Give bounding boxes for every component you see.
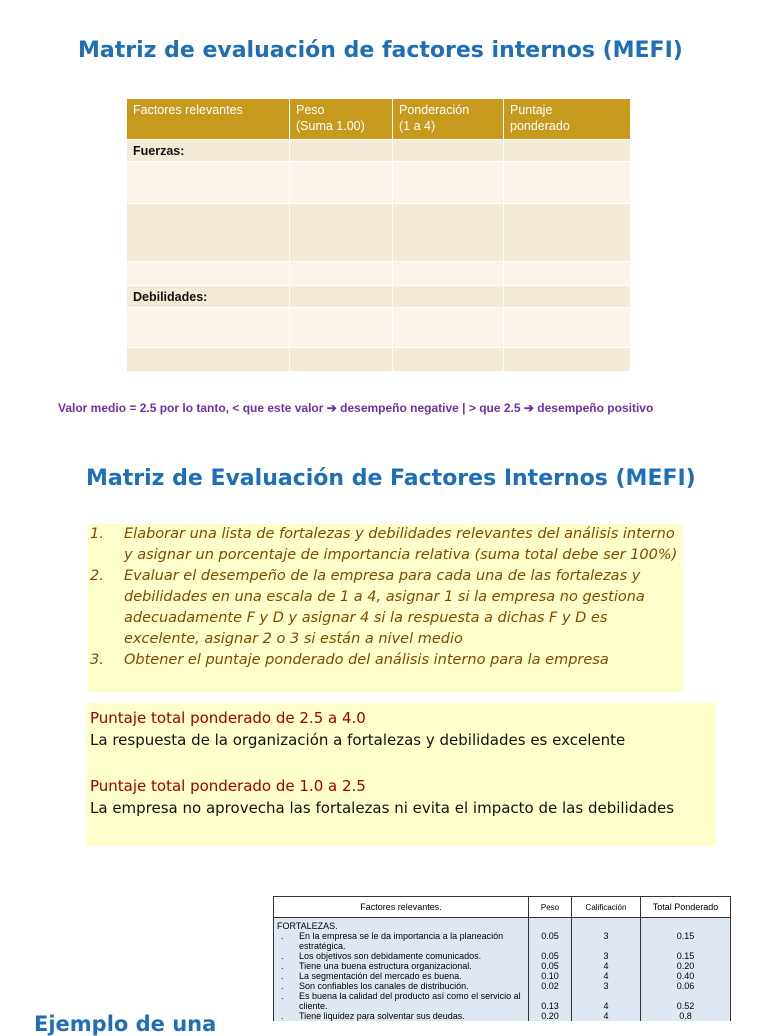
table-cell	[504, 308, 631, 348]
header-factores	[127, 99, 290, 140]
table-cell	[504, 162, 631, 204]
table-cell	[290, 204, 393, 262]
ex-calif: 4	[572, 1011, 641, 1021]
header-peso	[290, 99, 393, 140]
table-row	[127, 308, 631, 348]
header-puntaje-label: Puntaje ponderado	[510, 103, 570, 133]
ex-calif: 4	[572, 971, 641, 981]
table-cell	[274, 951, 529, 961]
table-cell	[504, 348, 631, 372]
ex-section-label: FORTALEZAS.	[274, 918, 529, 932]
ex-factor: . La segmentación del mercado es buena.	[277, 971, 525, 981]
ex-peso: 0.05	[529, 931, 572, 951]
fuerzas-label: Fuerzas:	[127, 140, 290, 162]
table-cell	[127, 204, 290, 262]
valor-medio-note: Valor medio = 2.5 por lo tanto, < que este valor ➔ desempeño negative | > que 2.5 ➔ desempeño positivo	[58, 401, 654, 415]
ex-total: 0.52	[641, 991, 731, 1011]
table-cell	[393, 262, 504, 286]
table-cell	[274, 961, 529, 971]
table-cell	[393, 286, 504, 308]
slide2-title: Matriz de Evaluación de Factores Internos (MEFI)	[86, 466, 696, 491]
slide3-title: Ejemplo de una	[34, 1012, 217, 1036]
table-cell	[529, 918, 572, 932]
score-range-low: Puntaje total ponderado de 1.0 a 2.5	[90, 777, 366, 795]
table-cell	[290, 286, 393, 308]
table-cell	[393, 348, 504, 372]
score-desc-low: La empresa no aprovecha las fortalezas ni evita el impacto de las debilidades	[90, 799, 675, 817]
header-factores-label: Factores relevantes	[133, 103, 243, 117]
table-row	[274, 1011, 731, 1021]
table-cell	[290, 162, 393, 204]
step-text: Obtener el puntaje ponderado del análisis interno para la empresa	[124, 652, 609, 668]
table-cell	[274, 991, 529, 1011]
ex-factor: . Tiene liquidez para solventar sus deudas.	[277, 1011, 525, 1021]
ex-factor: . Es buena la calidad del producto así como el servicio al cliente.	[277, 991, 525, 1011]
slide1-title: Matriz de evaluación de factores internos (MEFI)	[78, 38, 683, 63]
table-cell	[504, 286, 631, 308]
table-row	[127, 162, 631, 204]
step-text: Elaborar una lista de fortalezas y debilidades relevantes del análisis interno y asignar un porcentaje de importancia relativa (suma total debe ser 100%)	[124, 526, 678, 563]
list-item	[88, 566, 683, 650]
table-cell	[274, 1011, 529, 1021]
table-cell	[290, 262, 393, 286]
score-range-high: Puntaje total ponderado de 2.5 a 4.0	[90, 709, 366, 727]
table-header-row	[274, 897, 731, 918]
ex-factor: . Son confiables los canales de distribución.	[277, 981, 525, 991]
table-row	[127, 348, 631, 372]
table-row	[274, 951, 731, 961]
table-row	[274, 991, 731, 1011]
table-cell	[127, 308, 290, 348]
table-cell	[127, 162, 290, 204]
ex-calif: 4	[572, 991, 641, 1011]
ex-total: 0.15	[641, 931, 731, 951]
table-cell	[274, 981, 529, 991]
ex-calif: 3	[572, 931, 641, 951]
table-row	[127, 140, 631, 162]
table-cell	[274, 931, 529, 951]
ex-peso: 0.13	[529, 991, 572, 1011]
table-cell	[393, 162, 504, 204]
ex-total: 0.15	[641, 951, 731, 961]
ex-peso: 0.05	[529, 961, 572, 971]
table-cell	[504, 204, 631, 262]
ex-calif: 3	[572, 981, 641, 991]
debilidades-label: Debilidades:	[127, 286, 290, 308]
ex-header-peso: Peso	[529, 897, 572, 918]
steps-box	[88, 524, 683, 692]
table-cell	[127, 348, 290, 372]
ex-peso: 0.05	[529, 951, 572, 961]
ex-factor: . En la empresa se le da importancia a la planeación estratégica.	[277, 931, 525, 951]
ex-header-factores: Factores relevantes.	[274, 897, 529, 918]
table-cell	[504, 140, 631, 162]
ex-total: 0.20	[641, 961, 731, 971]
ex-calif: 4	[572, 961, 641, 971]
steps-list	[88, 524, 683, 671]
table-row	[274, 961, 731, 971]
list-item	[88, 524, 683, 566]
table-row	[274, 971, 731, 981]
table-row	[127, 286, 631, 308]
example-table	[273, 896, 731, 1021]
table-row	[274, 931, 731, 951]
ex-header-calificacion: Calificación	[572, 897, 641, 918]
ex-peso: 0.02	[529, 981, 572, 991]
ex-peso: 0.10	[529, 971, 572, 981]
ex-factor: . Los objetivos son debidamente comunicados.	[277, 951, 525, 961]
step-number: 2.	[90, 568, 104, 584]
table-cell	[290, 140, 393, 162]
step-number: 1.	[90, 526, 104, 542]
header-peso-label: Peso (Suma 1.00)	[296, 103, 365, 133]
ex-total: 0.06	[641, 981, 731, 991]
header-ponderacion-label: Ponderación (1 a 4)	[399, 103, 470, 133]
table-cell	[393, 140, 504, 162]
step-text: Evaluar el desempeño de la empresa para cada una de las fortalezas y debilidades en una escala de 1 a 4, asignar 1 si la empresa no gestiona adecuadamente F y D y asignar 4 si la respuesta a dichas F y D es excelente, asignar 2 o 3 si están a nivel medio	[124, 568, 645, 647]
table-cell	[393, 308, 504, 348]
score-box	[86, 703, 716, 846]
table-row	[127, 204, 631, 262]
table-cell	[290, 348, 393, 372]
header-puntaje	[504, 99, 631, 140]
table-cell	[393, 204, 504, 262]
ex-peso: 0.20	[529, 1011, 572, 1021]
table-cell	[274, 971, 529, 981]
table-cell	[641, 918, 731, 932]
table-cell	[504, 262, 631, 286]
ex-factor: . Tiene una buena estructura organizacional.	[277, 961, 525, 971]
ex-total: 0.8	[641, 1011, 731, 1021]
table-cell	[572, 918, 641, 932]
header-ponderacion	[393, 99, 504, 140]
table-cell	[290, 308, 393, 348]
table-cell	[127, 262, 290, 286]
table-row	[274, 918, 731, 932]
table-row	[127, 262, 631, 286]
table-header-row	[127, 99, 631, 140]
list-item	[88, 650, 683, 671]
spacer	[90, 751, 716, 775]
step-number: 3.	[90, 652, 104, 668]
table-row	[274, 981, 731, 991]
ex-calif: 3	[572, 951, 641, 961]
mefi-template-table	[126, 98, 631, 372]
score-desc-high: La respuesta de la organización a fortalezas y debilidades es excelente	[90, 731, 626, 749]
ex-header-total: Total Ponderado	[641, 897, 731, 918]
ex-total: 0.40	[641, 971, 731, 981]
